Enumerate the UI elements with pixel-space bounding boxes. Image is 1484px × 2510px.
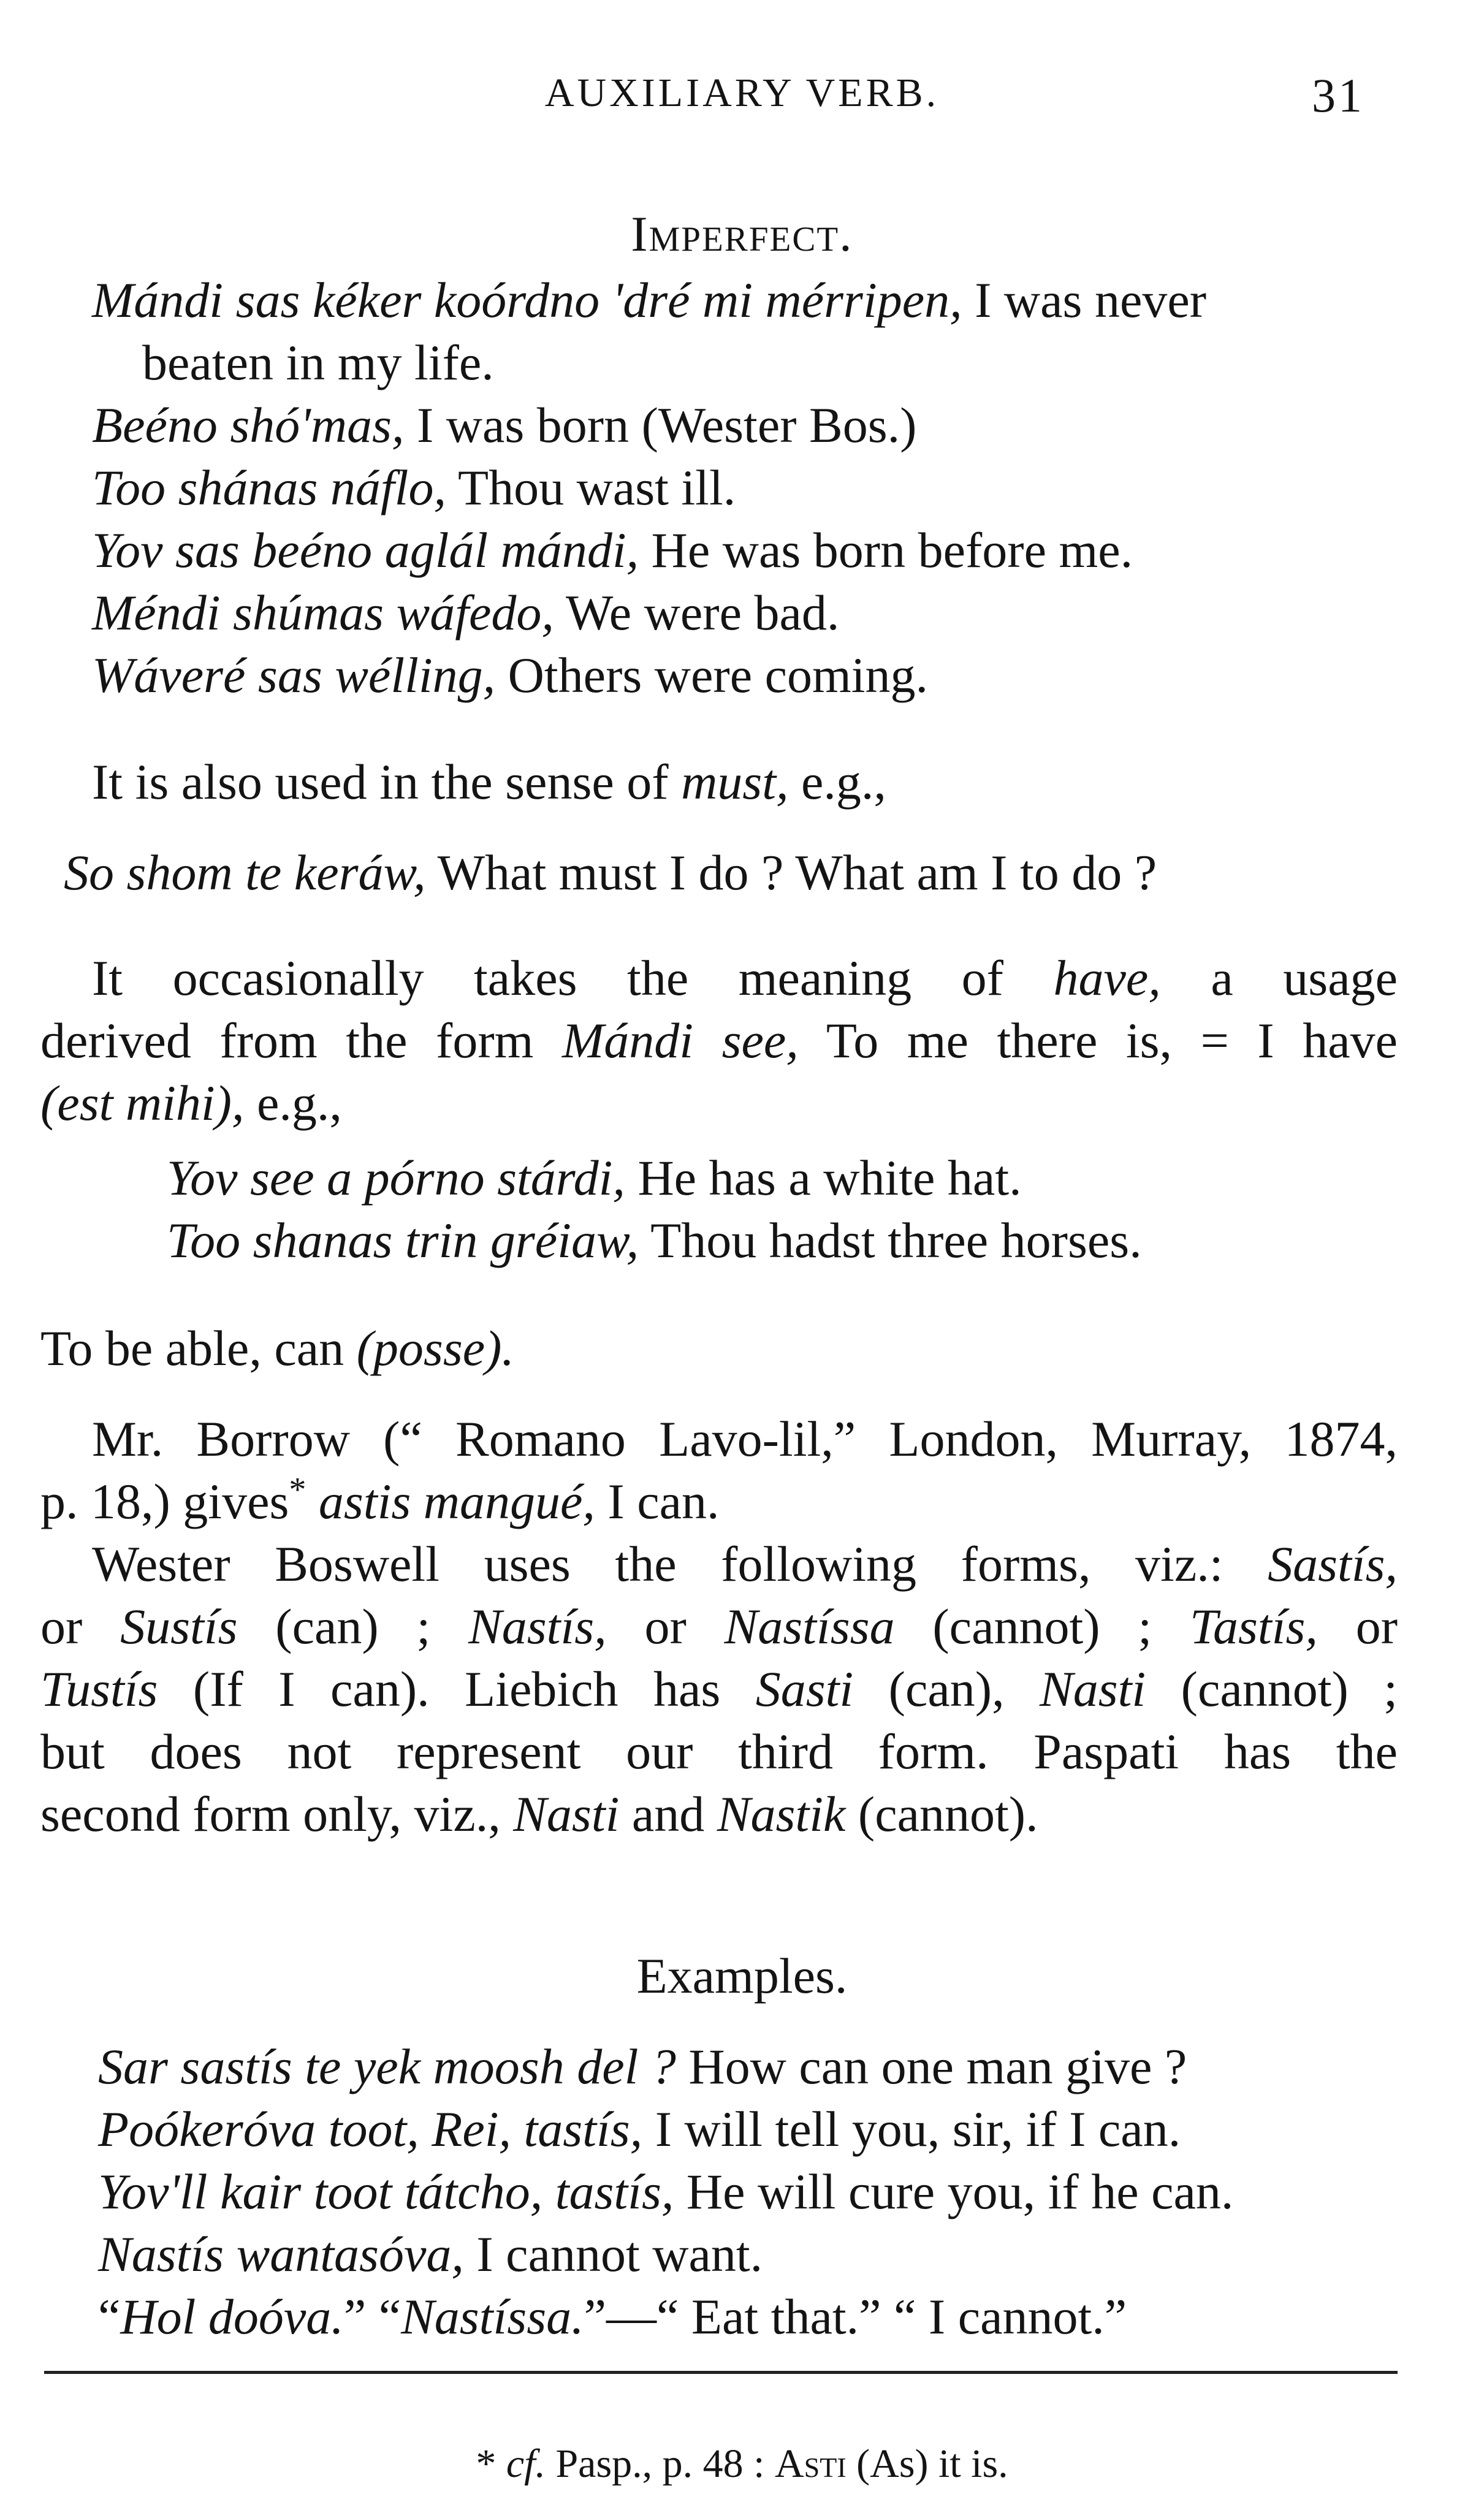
romani-phrase: Nastís wantasóva, [98, 2226, 464, 2282]
romani-phrase: Yov sas beéno aglál mándi, [92, 522, 639, 578]
english-gloss: Thou hadst three horses. [650, 1212, 1142, 1268]
romani-phrase: Nastíssa. [401, 2289, 584, 2345]
romani-phrase: Poókeróva toot, Rei, tastís, [98, 2101, 643, 2157]
footnote-marker: * [289, 1470, 306, 1509]
example-2 [98, 2097, 1181, 2161]
romani-phrase: Sar sastís te yek moosh del ? [98, 2039, 676, 2094]
footnote: * cf. Pasp., p. 48 : Asti (As) it is. [476, 2441, 1008, 2486]
wester-line-3: Tustís (If I can). Liebich has Sasti (can), Nasti (cannot) ; [40, 1661, 1398, 1717]
english-gloss: He has a white hat. [637, 1150, 1022, 1206]
page-number: 31 [1312, 69, 1364, 122]
have-example-2 [167, 1209, 1142, 1272]
romani-phrase: Méndi shúmas wáfedo, [92, 585, 554, 641]
example-1 [98, 2035, 1187, 2099]
footnote-rule [44, 2371, 1398, 2374]
imperfect-example-5 [92, 581, 839, 645]
section-heading-imperfect: Imperfect. [631, 206, 853, 262]
imperfect-example-1 [92, 268, 1206, 332]
romani-phrase: Yov'll kair toot tátcho, tastís, [98, 2164, 674, 2219]
english-gloss: How can one man give ? [688, 2039, 1187, 2094]
borrow-line-2: p. 18,) gives* astis mangué, I can. [40, 1470, 720, 1529]
imperfect-example-2 [92, 394, 916, 457]
romani-phrase: Yov see a pórno stárdi, [167, 1150, 625, 1206]
english-gloss: What must I do ? What am I to do ? [437, 845, 1157, 900]
running-header: AUXILIARY VERB. [544, 70, 940, 115]
english-gloss: He was born before me. [651, 522, 1133, 578]
romani-phrase: Beéno shó'mas, [92, 397, 405, 453]
must-intro: It is also used in the sense of must, e.g., [92, 754, 886, 810]
english-gloss: ”—“ Eat that.” “ I cannot.” [584, 2289, 1127, 2345]
romani-phrase: Hol doóva. [120, 2289, 344, 2345]
wester-line-4: but does not represent our third form. Paspati has the [40, 1724, 1398, 1779]
english-gloss: We were bad. [565, 585, 840, 641]
imperfect-example-1-continuation: beaten in my life. [142, 335, 494, 390]
english-gloss: I was never [975, 272, 1207, 328]
romani-phrase: Wáveré sas wélling, [92, 647, 496, 703]
imperfect-example-4 [92, 519, 1133, 582]
english-gloss: Thou wast ill. [458, 460, 736, 515]
have-paragraph-line-3: (est mihi), e.g., [40, 1075, 342, 1131]
section-heading-examples: Examples. [636, 1948, 848, 2004]
have-example-1 [167, 1146, 1022, 1210]
borrow-line-1: Mr. Borrow (“ Romano Lavo-lil,” London, Murray, 1874, [92, 1411, 1398, 1467]
example-5: “Hol doóva.” “Nastíssa.”—“ Eat that.” “ I cannot.” [98, 2289, 1127, 2345]
example-3 [98, 2160, 1233, 2224]
have-paragraph-line-2: derived from the form Mándi see, To me there is, = I have [40, 1013, 1398, 1068]
wester-line-2: or Sustís (can) ; Nastís, or Nastíssa (cannot) ; Tastís, or [40, 1599, 1398, 1654]
have-paragraph-line-1: It occasionally takes the meaning of have, a usage [92, 950, 1398, 1006]
romani-phrase: Too shánas náflo, [92, 460, 446, 515]
english-gloss: I was born (Wester Bos.) [416, 397, 917, 453]
english-gloss: He will cure you, if he can. [686, 2164, 1234, 2219]
must-example [64, 841, 1157, 905]
footnote-marker: * [476, 2441, 497, 2486]
romani-phrase: Mándi sas kéker koórdno 'dré mi mérripen, [92, 272, 962, 328]
imperfect-example-6 [92, 644, 928, 707]
imperfect-example-3 [92, 456, 736, 520]
wester-line-1: Wester Boswell uses the following forms, viz.: Sastís, [92, 1536, 1398, 1592]
romani-phrase: So shom te keráw, [64, 845, 426, 900]
english-gloss: I cannot want. [476, 2226, 763, 2282]
romani-phrase: Too shanas trin gréiaw, [167, 1212, 639, 1268]
english-gloss: Others were coming. [508, 647, 929, 703]
wester-line-5: second form only, viz., Nasti and Nastik (cannot). [40, 1786, 1038, 1842]
english-gloss: I will tell you, sir, if I can. [655, 2101, 1181, 2157]
example-4 [98, 2223, 763, 2286]
able-heading: To be able, can (posse). [40, 1320, 514, 1376]
